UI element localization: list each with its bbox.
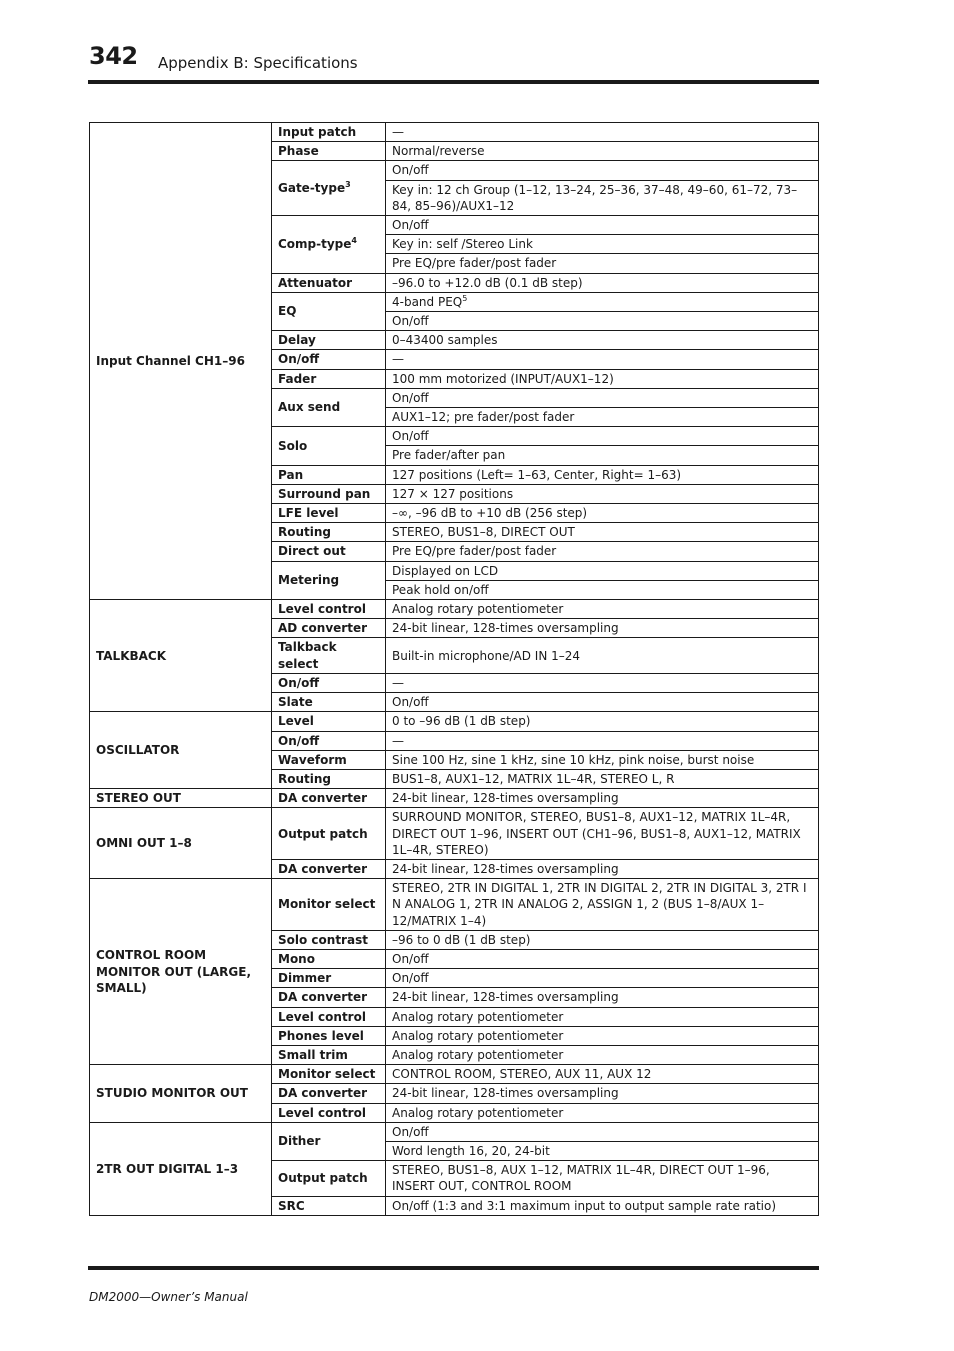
specifications-table <box>89 122 819 1216</box>
param-value: –96.0 to +12.0 dB (0.1 dB step) <box>392 275 583 290</box>
param-value-cell <box>386 273 819 292</box>
param-value: Word length 16, 20, 24-bit <box>392 1143 550 1158</box>
param-name-cell <box>272 1065 386 1084</box>
param-value: STEREO, BUS1–8, DIRECT OUT <box>392 525 575 540</box>
param-value: Pre fader/after pan <box>392 448 506 463</box>
param-value: On/off <box>392 971 429 986</box>
param-name: Attenuator <box>278 275 352 290</box>
param-value: 127 positions (Left= 1–63, Center, Right= 1–63) <box>392 467 682 482</box>
param-name-cell <box>272 273 386 292</box>
param-name: Level control <box>278 1105 366 1120</box>
param-name: Phones level <box>278 1028 364 1043</box>
param-value-cell <box>386 388 819 407</box>
param-value: Analog rotary potentiometer <box>392 1105 564 1120</box>
param-value-cell <box>386 292 819 311</box>
param-value: 0–43400 samples <box>392 333 498 348</box>
param-name: Monitor select <box>278 897 376 912</box>
param-value-cell <box>386 465 819 484</box>
param-name: Output patch <box>278 826 368 841</box>
table-row <box>90 1065 819 1084</box>
param-value-cell <box>386 750 819 769</box>
param-value-cell <box>386 235 819 254</box>
table-row <box>90 879 819 931</box>
param-value: 24-bit linear, 128-times oversampling <box>392 990 619 1005</box>
param-value: — <box>392 675 404 690</box>
param-value: –∞, –96 dB to +10 dB (256 step) <box>392 506 588 521</box>
param-name: On/off <box>278 733 320 748</box>
param-name-cell <box>272 350 386 369</box>
group-name-cell: 2TR OUT DIGITAL 1–3 <box>90 1122 272 1215</box>
param-value-cell <box>386 1007 819 1026</box>
param-value-cell <box>386 161 819 180</box>
param-name-cell <box>272 879 386 931</box>
param-name: DA converter <box>278 1086 367 1101</box>
param-name-cell <box>272 789 386 808</box>
param-name-cell <box>272 600 386 619</box>
group-name-cell: OMNI OUT 1–8 <box>90 808 272 879</box>
param-value-cell <box>386 769 819 788</box>
param-value-cell <box>386 1026 819 1045</box>
param-value: Sine 100 Hz, sine 1 kHz, sine 10 kHz, pink noise, burst noise <box>392 752 755 767</box>
param-name-cell <box>272 619 386 638</box>
param-value: 100 mm motorized (INPUT/AUX1–12) <box>392 371 614 386</box>
param-name: Mono <box>278 951 315 966</box>
param-value: On/off <box>392 1124 429 1139</box>
param-name: DA converter <box>278 990 367 1005</box>
param-value-cell <box>386 1141 819 1160</box>
param-name: Fader <box>278 371 317 386</box>
param-name: DA converter <box>278 861 367 876</box>
param-name-cell <box>272 427 386 465</box>
param-value: 24-bit linear, 128-times oversampling <box>392 861 619 876</box>
param-value-cell <box>386 619 819 638</box>
param-value: Peak hold on/off <box>392 582 489 597</box>
param-value: Built-in microphone/AD IN 1–24 <box>392 648 581 663</box>
param-name: Routing <box>278 525 332 540</box>
param-name-cell <box>272 693 386 712</box>
footnote-marker: 4 <box>351 236 357 246</box>
param-name: Pan <box>278 467 304 482</box>
param-name-cell <box>272 930 386 949</box>
param-name: Surround pan <box>278 486 371 501</box>
param-name-cell <box>272 161 386 216</box>
param-name-cell <box>272 465 386 484</box>
param-name-cell <box>272 1026 386 1045</box>
group-name-cell: Input Channel CH1–96 <box>90 123 272 600</box>
param-name: DA converter <box>278 791 367 806</box>
param-value-cell <box>386 504 819 523</box>
param-value: STEREO, BUS1–8, AUX 1–12, MATRIX 1L–4R, DIRECT OUT 1–96, INSERT OUT, CONTROL ROOM <box>392 1163 770 1194</box>
param-value-cell <box>386 673 819 692</box>
param-value: On/off <box>392 314 429 329</box>
param-value-cell <box>386 580 819 599</box>
param-name-cell <box>272 523 386 542</box>
param-name: Delay <box>278 333 316 348</box>
group-name-cell: TALKBACK <box>90 600 272 712</box>
param-value-cell <box>386 1084 819 1103</box>
param-name: Direct out <box>278 544 346 559</box>
param-name-cell <box>272 216 386 274</box>
param-name-cell <box>272 988 386 1007</box>
param-value-cell <box>386 1045 819 1064</box>
param-value: 24-bit linear, 128-times oversampling <box>392 621 619 636</box>
param-value: On/off <box>392 390 429 405</box>
param-value-cell <box>386 638 819 673</box>
param-value-cell <box>386 600 819 619</box>
param-value-cell <box>386 254 819 273</box>
param-name: Solo contrast <box>278 932 368 947</box>
group-name-cell: OSCILLATOR <box>90 712 272 789</box>
param-name-cell <box>272 331 386 350</box>
param-name-cell <box>272 949 386 968</box>
param-value-cell <box>386 731 819 750</box>
param-value: On/off <box>392 695 429 710</box>
param-name: Routing <box>278 771 332 786</box>
table-row <box>90 789 819 808</box>
param-value-cell <box>386 949 819 968</box>
param-value-cell <box>386 1161 819 1196</box>
param-name: EQ <box>278 304 297 319</box>
param-name: Aux send <box>278 400 341 415</box>
param-value-cell <box>386 969 819 988</box>
param-name: Metering <box>278 573 340 588</box>
param-value: Key in: 12 ch Group (1–12, 13–24, 25–36, 37–48, 49–60, 61–72, 73–84, 85–96)/AUX1–12 <box>392 182 798 213</box>
param-value-cell <box>386 350 819 369</box>
group-name-cell: STUDIO MONITOR OUT <box>90 1065 272 1123</box>
param-value: CONTROL ROOM, STEREO, AUX 11, AUX 12 <box>392 1067 652 1082</box>
param-value-cell <box>386 180 819 215</box>
param-name-cell <box>272 750 386 769</box>
param-name: Phase <box>278 144 319 159</box>
param-value: 4-band PEQ <box>392 294 463 309</box>
param-value-cell <box>386 789 819 808</box>
param-name: Level control <box>278 602 366 617</box>
param-name-cell <box>272 369 386 388</box>
param-value: Analog rotary potentiometer <box>392 1047 564 1062</box>
param-name-cell <box>272 969 386 988</box>
param-value: On/off (1:3 and 3:1 maximum input to output sample rate ratio) <box>392 1198 777 1213</box>
param-name: Comp-type <box>278 237 352 252</box>
param-value: Normal/reverse <box>392 144 485 159</box>
param-value-cell <box>386 542 819 561</box>
param-value-cell <box>386 427 819 446</box>
param-value-cell <box>386 1196 819 1215</box>
param-name-cell <box>272 808 386 860</box>
param-value: Displayed on LCD <box>392 563 499 578</box>
param-value-cell <box>386 712 819 731</box>
param-value: BUS1–8, AUX1–12, MATRIX 1L–4R, STEREO L, R <box>392 771 675 786</box>
param-name: Slate <box>278 695 313 710</box>
param-name: On/off <box>278 675 320 690</box>
param-value-cell <box>386 369 819 388</box>
param-name-cell <box>272 561 386 599</box>
param-name: LFE level <box>278 506 339 521</box>
param-value: Analog rotary potentiometer <box>392 1009 564 1024</box>
param-value: On/off <box>392 163 429 178</box>
param-value: 24-bit linear, 128-times oversampling <box>392 1086 619 1101</box>
param-name-cell <box>272 1045 386 1064</box>
param-value-cell <box>386 312 819 331</box>
param-name: AD converter <box>278 621 367 636</box>
param-name: Level <box>278 714 314 729</box>
param-value-cell <box>386 1065 819 1084</box>
param-value-cell <box>386 879 819 931</box>
param-value-cell <box>386 808 819 860</box>
table-row <box>90 808 819 860</box>
page-number: 342 <box>89 42 138 70</box>
param-name-cell <box>272 731 386 750</box>
param-value: Key in: self /Stereo Link <box>392 237 533 252</box>
param-value: — <box>392 352 404 367</box>
param-name-cell <box>272 1161 386 1196</box>
param-value-cell <box>386 693 819 712</box>
param-name-cell <box>272 1007 386 1026</box>
param-value-cell <box>386 216 819 235</box>
param-value: AUX1–12; pre fader/post fader <box>392 410 575 425</box>
param-name-cell <box>272 859 386 878</box>
param-name-cell <box>272 769 386 788</box>
param-value: 24-bit linear, 128-times oversampling <box>392 791 619 806</box>
param-value-cell <box>386 523 819 542</box>
param-value: Analog rotary potentiometer <box>392 602 564 617</box>
param-name-cell <box>272 1103 386 1122</box>
param-name-cell <box>272 673 386 692</box>
param-name: SRC <box>278 1198 305 1213</box>
param-value-cell <box>386 1122 819 1141</box>
param-name-cell <box>272 1196 386 1215</box>
param-value-cell <box>386 446 819 465</box>
param-value: Pre EQ/pre fader/post fader <box>392 256 557 271</box>
specifications-table-body <box>90 123 819 1216</box>
param-value-cell <box>386 331 819 350</box>
param-value: STEREO, 2TR IN DIGITAL 1, 2TR IN DIGITAL 2, 2TR IN DIGITAL 3, 2TR I N ANALOG 1, 2TR IN ANALOG 2, ASSIGN 1, 2 (BUS 1–8/AUX 1–12/MATRIX 1–4) <box>392 881 807 928</box>
param-value: SURROUND MONITOR, STEREO, BUS1–8, AUX1–12, MATRIX 1L–4R, DIRECT OUT 1–96, INSERT OUT (CH1–96, BUS1–8, AUX1–12, MATRIX 1L–4R, STEREO) <box>392 810 801 857</box>
param-value: — <box>392 125 404 139</box>
param-name: Dimmer <box>278 971 332 986</box>
page-title: Appendix B: Specifications <box>158 54 358 72</box>
param-value-cell <box>386 484 819 503</box>
param-value: 127 × 127 positions <box>392 486 514 501</box>
param-name-cell <box>272 1122 386 1160</box>
param-value-cell <box>386 142 819 161</box>
param-name-cell <box>272 1084 386 1103</box>
table-row <box>90 600 819 619</box>
param-name: Small trim <box>278 1047 348 1062</box>
param-value-cell <box>386 561 819 580</box>
table-row <box>90 123 819 142</box>
param-name: Waveform <box>278 752 347 767</box>
param-value-cell <box>386 1103 819 1122</box>
param-name-cell <box>272 712 386 731</box>
param-name-cell <box>272 484 386 503</box>
param-name: Solo <box>278 438 308 453</box>
param-value: Pre EQ/pre fader/post fader <box>392 544 557 559</box>
param-value-cell <box>386 123 819 142</box>
param-name-cell <box>272 504 386 523</box>
param-name: Gate-type <box>278 181 346 196</box>
table-row <box>90 1122 819 1141</box>
param-name: Monitor select <box>278 1067 376 1082</box>
param-value-cell <box>386 859 819 878</box>
param-value: On/off <box>392 951 429 966</box>
group-name-cell: CONTROL ROOM MONITOR OUT (LARGE, SMALL) <box>90 879 272 1065</box>
param-name-cell <box>272 123 386 142</box>
param-name-cell <box>272 292 386 330</box>
footer-text: DM2000—Owner’s Manual <box>89 1290 248 1304</box>
param-value-cell <box>386 930 819 949</box>
param-name: Level control <box>278 1009 366 1024</box>
param-name: Dither <box>278 1134 321 1149</box>
param-name: Talkback select <box>278 640 337 671</box>
param-value: On/off <box>392 429 429 444</box>
param-name: On/off <box>278 352 320 367</box>
footer-rule <box>88 1266 819 1270</box>
param-value: Analog rotary potentiometer <box>392 1028 564 1043</box>
param-value: — <box>392 733 404 748</box>
param-value-cell <box>386 408 819 427</box>
param-name: Input patch <box>278 125 357 139</box>
footnote-marker: 5 <box>462 293 468 303</box>
param-name-cell <box>272 142 386 161</box>
header-rule <box>88 80 819 84</box>
param-value: On/off <box>392 218 429 233</box>
param-name-cell <box>272 542 386 561</box>
footnote-marker: 3 <box>345 180 351 190</box>
param-value: –96 to 0 dB (1 dB step) <box>392 932 531 947</box>
group-name-cell: STEREO OUT <box>90 789 272 808</box>
param-name-cell <box>272 388 386 426</box>
table-row <box>90 712 819 731</box>
param-value-cell <box>386 988 819 1007</box>
param-name: Output patch <box>278 1171 368 1186</box>
param-name-cell <box>272 638 386 673</box>
param-value: 0 to –96 dB (1 dB step) <box>392 714 531 729</box>
